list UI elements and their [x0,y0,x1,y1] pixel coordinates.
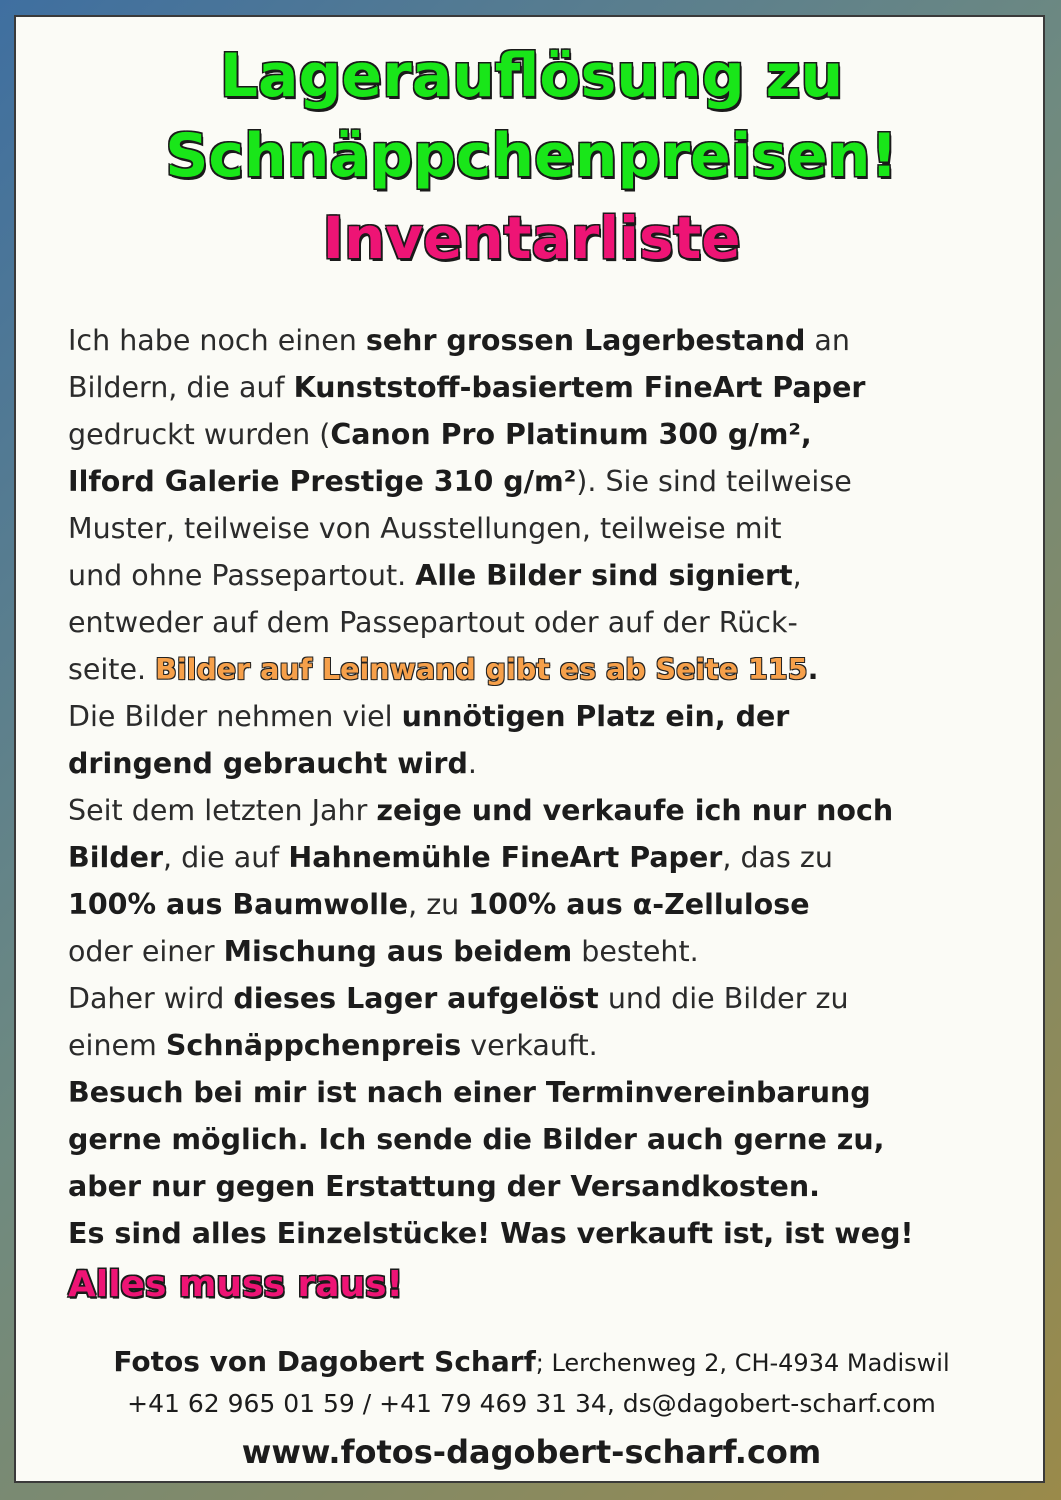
photographer-name: Fotos von Dagobert Scharf [113,1345,536,1378]
body-line: entweder auf dem Passepartout oder auf der Rück- [68,606,798,639]
body-line: gedruckt wurden (Canon Pro Platinum 300 g/m², [68,418,812,451]
body-line: Ich habe noch einen sehr grossen Lagerbestand an [68,324,850,357]
body-line: oder einer Mischung aus beidem besteht. [68,935,699,968]
body-text [68,317,1008,1308]
body-line: einem Schnäppchenpreis verkauft. [68,1029,598,1062]
body-line: Bildern, die auf Kunststoff-basiertem FineArt Paper [68,371,866,404]
body-line: dringend gebraucht wird. [68,747,477,780]
footer-contact[interactable]: +41 62 965 01 59 / +41 79 469 31 34, ds@dagobert-scharf.com [127,1389,936,1418]
body-line: 100% aus Baumwolle, zu 100% aus α-Zellulose [68,888,810,921]
body-line: Ilford Galerie Prestige 310 g/m²). Sie sind teilweise [68,465,852,498]
postal-address: ; Lerchenweg 2, CH-4934 Madiswil [535,1349,950,1377]
body-line: Bilder, die auf Hahnemühle FineArt Paper, das zu [68,841,833,874]
body-line: Daher wird dieses Lager aufgelöst und die Bilder zu [68,982,849,1015]
body-line: aber nur gegen Erstattung der Versandkosten. [68,1170,820,1203]
canvas-page-highlight: Bilder auf Leinwand gibt es ab Seite 115 [155,653,808,686]
body-line: Muster, teilweise von Ausstellungen, teilweise mit [68,512,782,545]
body-line: Besuch bei mir ist nach einer Terminvereinbarung [68,1076,871,1109]
flyer-sheet [14,15,1045,1483]
body-line: Die Bilder nehmen viel unnötigen Platz ein, der [68,700,790,733]
footer-name-address [16,1345,1047,1378]
headline-inventory: Inventarliste [322,204,741,272]
body-line: gerne möglich. Ich sende die Bilder auch gerne zu, [68,1123,885,1156]
headline-line-2: Schnäppchenpreisen! [165,121,898,191]
body-line: Seit dem letzten Jahr zeige und verkaufe ich nur noch [68,794,894,827]
alles-muss-raus-callout: Alles muss raus! [68,1264,403,1305]
body-line: Es sind alles Einzelstücke! Was verkauft ist, ist weg! [68,1217,914,1250]
website-link[interactable]: www.fotos-dagobert-scharf.com [241,1433,822,1471]
body-line: seite. Bilder auf Leinwand gibt es ab Seite 115. [68,653,819,686]
body-line: und ohne Passepartout. Alle Bilder sind signiert, [68,559,802,592]
headline-line-1: Lagerauflösung zu [219,41,844,111]
